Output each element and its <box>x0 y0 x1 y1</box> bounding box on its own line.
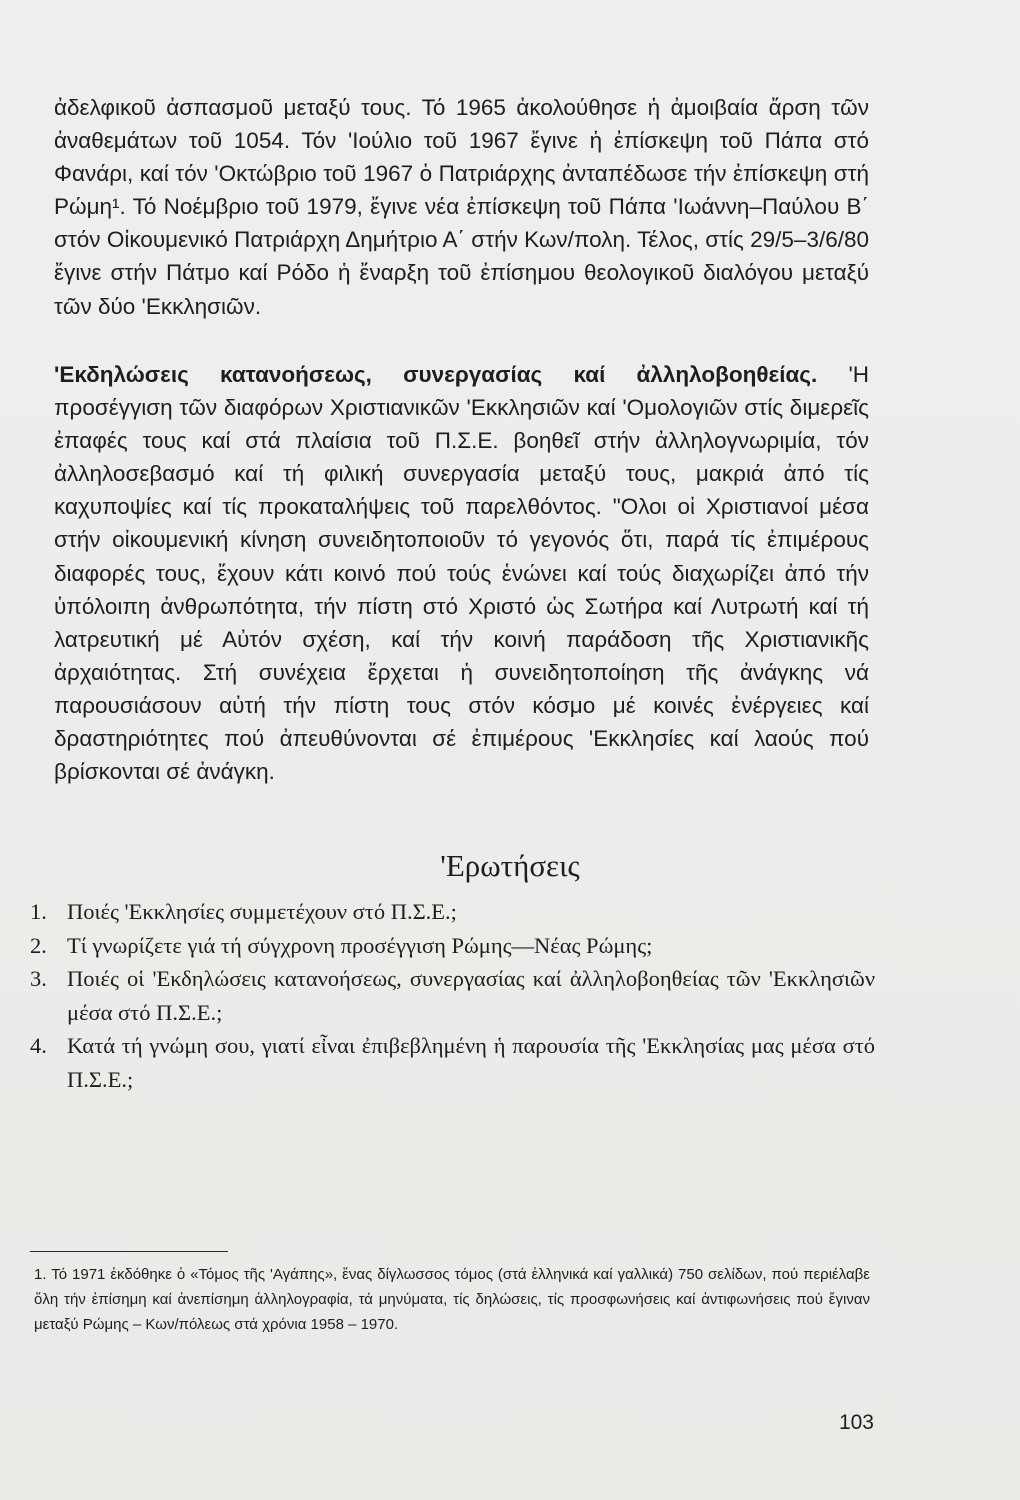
question-number: 3. <box>30 966 47 991</box>
footnote <box>34 1262 870 1337</box>
paragraph-rome-constantinople-history: ἀδελφικοῦ ἀσπασμοῦ μεταξύ τους. Τό 1965 ἀκολούθησε ἡ ἀμοιβαία ἄρση τῶν ἀναθεμάτων τοῦ 1054. Τόν 'Ιούλιο τοῦ 1967 ἔγινε ἡ ἐπίσκεψη τοῦ Πάπα στό Φανάρι, καί τόν 'Οκτώβριο τοῦ 1967 ὁ Πατριάρχης ἀνταπέδωσε τήν ἐπίσκεψη στή Ρώμη¹. Τό Νοέμβριο τοῦ 1979, ἔγινε νέα ἐπίσκεψη τοῦ Πάπα 'Ιωάννη–Παύλου Β΄ στόν Οἰκουμενικό Πατριάρχη Δημήτριο Α΄ στήν Κων/πολη. Τέλος, στίς 29/5–3/6/80 ἔγινε στήν Πάτμο καί Ρόδο ἡ ἔναρξη τοῦ ἐπίσημου θεολογικοῦ διαλόγου μεταξύ τῶν δύο 'Εκκλησιῶν. <box>54 95 869 319</box>
page-number: 103 <box>838 1411 874 1434</box>
paragraph-inline-heading: 'Εκδηλώσεις κατανοήσεως, συνεργασίας καί ἀλληλοβοηθείας. <box>54 362 818 387</box>
question-text: Ποιές 'Εκκλησίες συμμετέχουν στό Π.Σ.Ε.; <box>67 899 457 924</box>
footnote-text: Τό 1971 ἐκδόθηκε ὁ «Τόμος τῆς 'Αγάπης», ἕνας δίγλωσσος τόμος (στά ἑλληνικά καί γαλλικά) 750 σελίδων, πού περιέλαβε ὅλη τήν ἐπίσημη καί ἀνεπίσημη ἀλληλογραφία, τά μηνύματα, τίς δηλώσεις, τίς προσφωνήσεις καί ἀντιφωνήσεις πού ἔγιναν μεταξύ Ρώμης – Κων/πόλεως στά χρόνια 1958 – 1970. <box>34 1266 870 1333</box>
question-text: Ποιές οἱ 'Εκδηλώσεις κατανοήσεως, συνεργασίας καί ἀλληλοβοηθείας τῶν 'Εκκλησιῶν μέσα στό Π.Σ.Ε.; <box>67 966 875 1025</box>
footnote-marker: 1. <box>34 1266 47 1283</box>
paragraph-cooperation <box>54 358 869 788</box>
question-item <box>30 962 875 1029</box>
question-item <box>30 1029 875 1096</box>
paragraph-body: 'Η προσέγγιση τῶν διαφόρων Χριστιανικῶν 'Εκκλησιῶν καί 'Ομολογιῶν στίς διμερεῖς ἐπαφές τους καί στά πλαίσια τοῦ Π.Σ.Ε. βοηθεῖ στήν ἀλληλογνωριμία, τόν ἀλληλοσεβασμό καί τή φιλική συνεργασία μεταξύ τους, μακριά ἀπό τίς καχυποψίες καί τίς προκαταλήψεις τοῦ παρελθόντος. "Ολοι οἱ Χριστιανοί μέσα στήν οἰκουμενική κίνηση συνειδητοποιοῦν τό γεγονός ὅτι, παρά τίς ἐπιμέρους διαφορές τους, ἔχουν κάτι κοινό πού τούς ἑνώνει καί τούς διαχωρίζει ἀπό τήν ὑπόλοιπη ἀνθρωπότητα, τήν πίστη στό Χριστό ὡς Σωτήρα καί Λυτρωτή καί τή λατρευτική μέ Αὐτόν σχέση, καί τήν κοινή παράδοση τῆς Χριστιανικῆς ἀρχαιότητας. Στή συνέχεια ἔρχεται ἡ συνειδητοποίηση τῆς ἀνάγκης νά παρουσιάσουν αὐτή τήν πίστη τους στόν κόσμο μέ κοινές ἐνέργειες καί δραστηριότητες πού ἀπευθύνονται σέ ἐπιμέρους 'Εκκλησίες καί λαούς πού βρίσκονται σέ ἀνάγκη. <box>54 362 869 785</box>
questions-title: 'Ερωτήσεις <box>440 848 580 883</box>
question-item <box>30 895 875 929</box>
question-text: Τί γνωρίζετε γιά τή σύγχρονη προσέγγιση Ρώμης—Νέας Ρώμης; <box>67 932 653 958</box>
question-item <box>30 929 875 963</box>
question-number: 1. <box>30 899 47 924</box>
questions-list <box>30 895 875 1096</box>
footnote-divider <box>30 1251 228 1252</box>
question-text: Κατά τή γνώμη σου, γιατί εἶναι ἐπιβεβλημένη ἡ παρουσία τῆς 'Εκκλησίας μας μέσα στό Π.Σ.Ε.; <box>67 1033 875 1092</box>
question-number: 4. <box>30 1033 47 1058</box>
question-number: 2. <box>30 932 47 958</box>
